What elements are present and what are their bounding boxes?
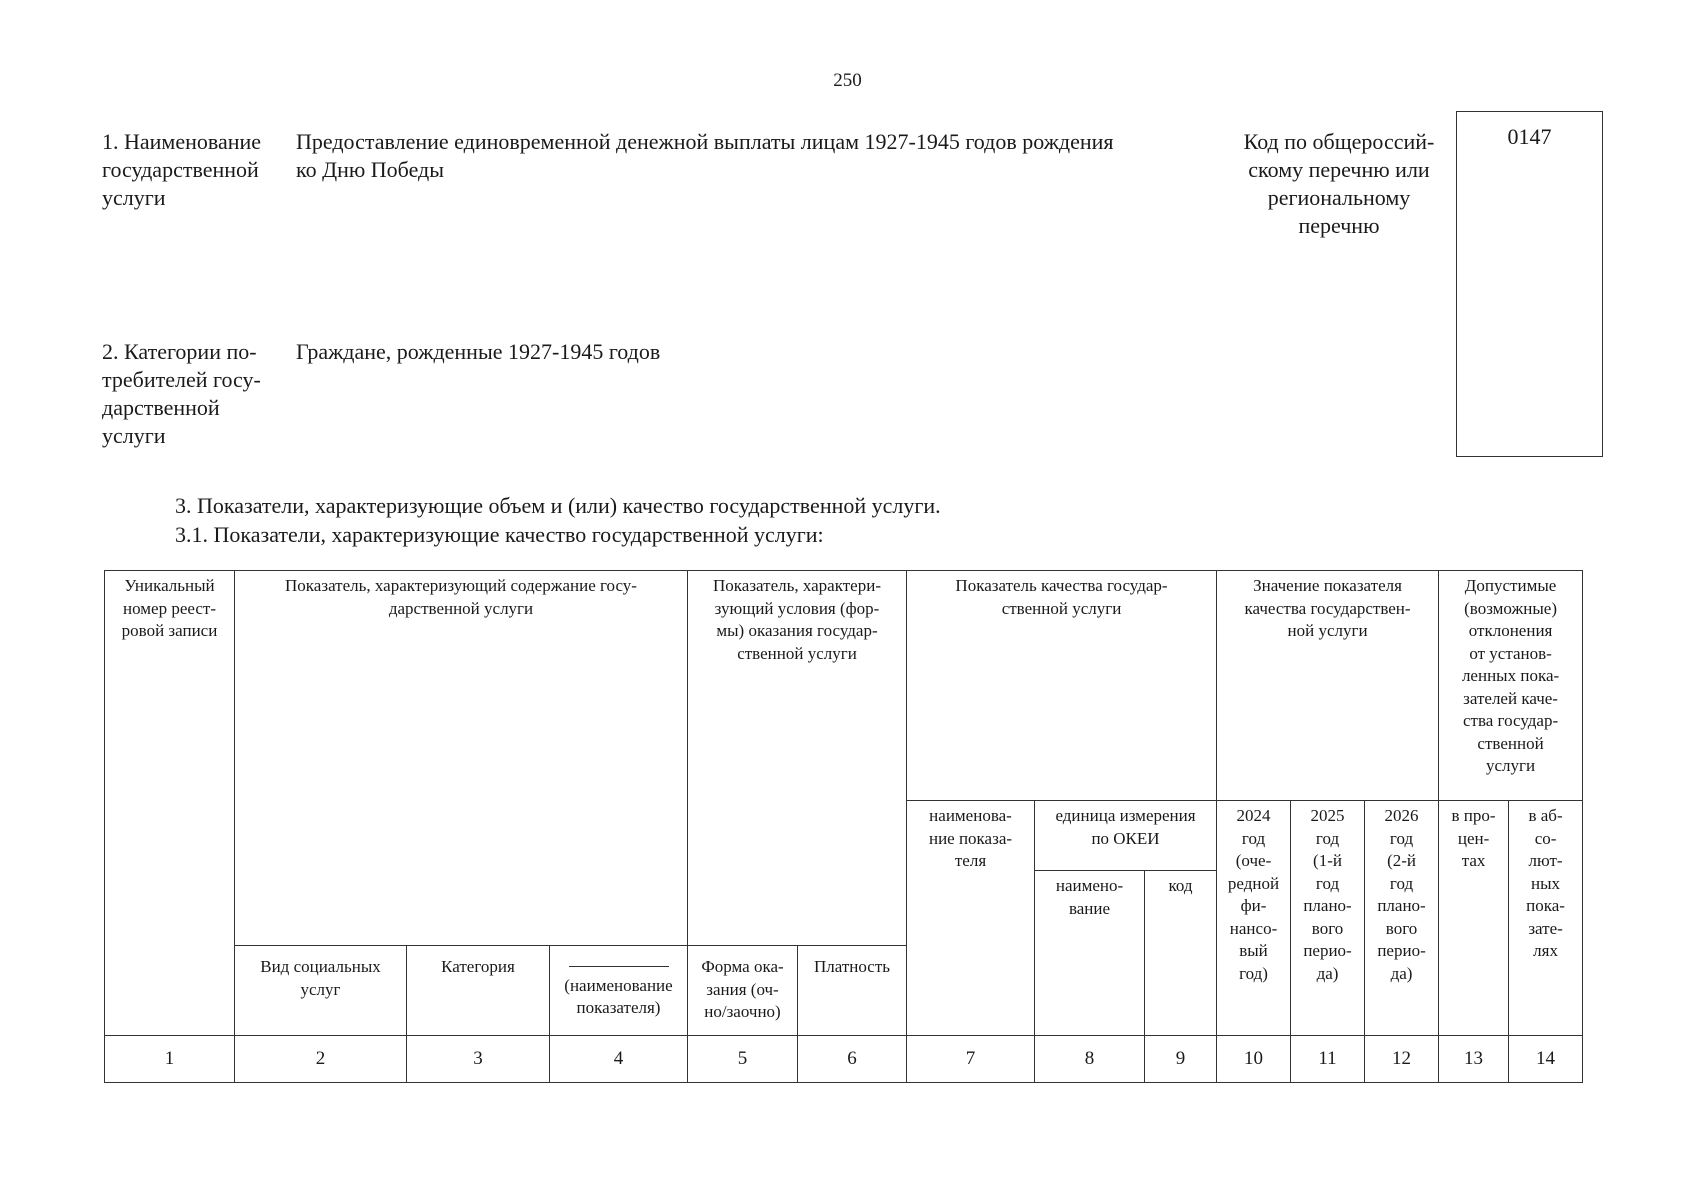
header-text: ных <box>1531 873 1561 893</box>
header-text: да) <box>1390 963 1413 983</box>
header-text: плано- <box>1377 896 1426 915</box>
header-unit-name <box>1035 871 1145 1036</box>
header-text: да) <box>1316 963 1339 983</box>
page-number: 250 <box>833 70 862 91</box>
header-content-indicator <box>235 571 688 946</box>
header-text: ленных пока- <box>1461 666 1560 685</box>
header-unit-code: код <box>1145 871 1217 1036</box>
header-text: (2-й <box>1387 851 1416 870</box>
header-text: мы) оказания государ- <box>716 621 878 640</box>
service-name-line: Предоставление единовременной денежной выплаты лицам 1927-1945 годов рождения <box>296 129 1114 154</box>
header-text: 2025 <box>1310 806 1345 825</box>
quality-indicators-table <box>104 570 1583 1083</box>
column-number: 2 <box>235 1036 407 1083</box>
header-absolute <box>1509 801 1583 1036</box>
header-form <box>688 946 798 1036</box>
header-text: показателя) <box>576 998 661 1017</box>
code-label-line: перечню <box>1298 213 1380 238</box>
header-text: Показатель, характеризующий содержание госу- <box>285 576 637 595</box>
header-text: но/заочно) <box>704 1002 781 1021</box>
column-number-row <box>105 1036 1583 1083</box>
column-number: 6 <box>798 1036 907 1083</box>
header-unique-number <box>105 571 235 1036</box>
header-conditions-indicator <box>688 571 907 946</box>
header-social-service-type <box>235 946 407 1036</box>
header-text: номер реест- <box>123 598 216 618</box>
header-deviations <box>1439 571 1583 801</box>
header-text: Вид социальных <box>260 957 381 976</box>
header-year-2025 <box>1291 801 1365 1036</box>
header-text: Показатель, характери- <box>713 576 881 595</box>
service-name <box>296 128 1236 184</box>
header-text: ства государ- <box>1462 711 1559 730</box>
section1-label-line: 1. Наименование <box>102 129 262 154</box>
header-text: в аб- <box>1528 806 1563 825</box>
header-text: зателей каче- <box>1463 688 1558 708</box>
consumer-category: Граждане, рожденные 1927-1945 годов <box>296 339 661 364</box>
header-text: Значение показателя <box>1253 576 1402 595</box>
header-text: тах <box>1461 851 1486 870</box>
header-text: ственной <box>1477 733 1544 753</box>
header-text: зания (оч- <box>706 979 779 999</box>
header-text: год <box>1241 828 1266 848</box>
header-text: (возможные) <box>1464 598 1557 618</box>
header-text: год <box>1389 873 1414 893</box>
header-text: ровой записи <box>121 621 218 640</box>
header-text: фи- <box>1240 896 1267 915</box>
header-text: Уникальный <box>124 576 215 595</box>
header-text: плано- <box>1303 896 1352 915</box>
heading-3: 3. Показатели, характеризующие объем и (или) качество государственной услуги. <box>175 493 941 518</box>
service-name-line: ко Дню Победы <box>296 157 445 182</box>
header-year-2024 <box>1217 801 1291 1036</box>
column-number: 5 <box>688 1036 798 1083</box>
header-text: (наименование <box>564 975 673 995</box>
header-text: год <box>1315 828 1340 848</box>
column-number: 14 <box>1509 1036 1583 1083</box>
header-payment: Платность <box>798 946 907 1036</box>
header-text: зующий условия (фор- <box>714 598 880 618</box>
header-text: дарственной услуги <box>388 598 534 618</box>
header-text: единица измерения <box>1055 806 1196 825</box>
code-label-line: скому перечню или <box>1248 157 1430 182</box>
column-number: 7 <box>907 1036 1035 1083</box>
column-number: 10 <box>1217 1036 1291 1083</box>
header-text: Допустимые <box>1464 576 1557 595</box>
column-number: 9 <box>1145 1036 1217 1083</box>
section2-label-line: дарственной <box>102 395 220 420</box>
header-text: в про- <box>1451 806 1496 825</box>
header-text: услуги <box>1486 756 1536 775</box>
code-label <box>1224 128 1454 240</box>
header-text: перио- <box>1303 941 1352 960</box>
header-text: теля <box>954 851 987 870</box>
header-text: 2024 <box>1236 806 1271 825</box>
header-text: (1-й <box>1313 851 1342 870</box>
header-text: со- <box>1534 828 1557 848</box>
section1-label-line: услуги <box>102 185 166 210</box>
column-number: 1 <box>105 1036 235 1083</box>
header-text: наименова- <box>929 806 1012 825</box>
column-number: 3 <box>407 1036 550 1083</box>
section1-label-line: государственной <box>102 157 259 182</box>
header-text: вый <box>1239 941 1268 960</box>
section1-label <box>102 128 282 212</box>
header-text: нансо- <box>1229 918 1278 938</box>
section2-label-line: требителей госу- <box>102 367 261 392</box>
header-text: Форма ока- <box>701 957 784 976</box>
section2-label-line: 2. Категории по- <box>102 339 257 364</box>
header-text: ственной услуги <box>737 643 857 663</box>
column-number: 13 <box>1439 1036 1509 1083</box>
header-text: год) <box>1239 963 1268 983</box>
header-text: год <box>1389 828 1414 848</box>
column-number: 11 <box>1291 1036 1365 1083</box>
column-number: 8 <box>1035 1036 1145 1083</box>
code-label-line: Код по общероссий- <box>1243 129 1435 154</box>
header-text: вание <box>1068 898 1111 918</box>
header-text: вого <box>1311 918 1344 938</box>
header-text: услуг <box>300 979 341 999</box>
header-text: отклонения <box>1468 621 1553 640</box>
code-box <box>1456 111 1603 457</box>
header-text: год <box>1315 873 1340 893</box>
header-text: (оче- <box>1235 851 1272 870</box>
header-text: пока- <box>1526 896 1565 915</box>
header-text: 2026 <box>1384 806 1419 825</box>
header-text: лях <box>1533 941 1558 960</box>
column-number: 12 <box>1365 1036 1439 1083</box>
header-text: наимено- <box>1055 876 1124 895</box>
header-quality-value <box>1217 571 1439 801</box>
header-text: качества государствен- <box>1244 598 1411 618</box>
blank-line <box>569 952 669 967</box>
header-text: перио- <box>1377 941 1426 960</box>
section2-label-line: услуги <box>102 423 166 448</box>
header-text: зате- <box>1528 918 1563 938</box>
header-text: редной <box>1227 873 1280 893</box>
header-indicator-name <box>907 801 1035 1036</box>
header-text: вого <box>1385 918 1418 938</box>
header-text: ной услуги <box>1287 621 1368 640</box>
header-percent <box>1439 801 1509 1036</box>
header-text: ственной услуги <box>1001 598 1122 618</box>
header-text: по ОКЕИ <box>1091 828 1160 848</box>
header-text: от установ- <box>1469 643 1552 663</box>
header-category: Категория <box>407 946 550 1036</box>
header-text: Показатель качества государ- <box>955 576 1168 595</box>
column-number: 4 <box>550 1036 688 1083</box>
table-header-row-1 <box>105 571 1583 801</box>
header-text: цен- <box>1457 828 1490 848</box>
header-text: ние показа- <box>928 828 1013 848</box>
section2-label <box>102 338 282 450</box>
header-indicator-placeholder <box>550 946 688 1036</box>
header-year-2026 <box>1365 801 1439 1036</box>
code-label-line: региональному <box>1267 185 1411 210</box>
header-quality-indicator <box>907 571 1217 801</box>
header-text: лют- <box>1528 851 1563 870</box>
header-unit-okei <box>1035 801 1217 871</box>
code-value: 0147 <box>1507 124 1552 149</box>
heading-3-1: 3.1. Показатели, характеризующие качество государственной услуги: <box>175 522 824 547</box>
